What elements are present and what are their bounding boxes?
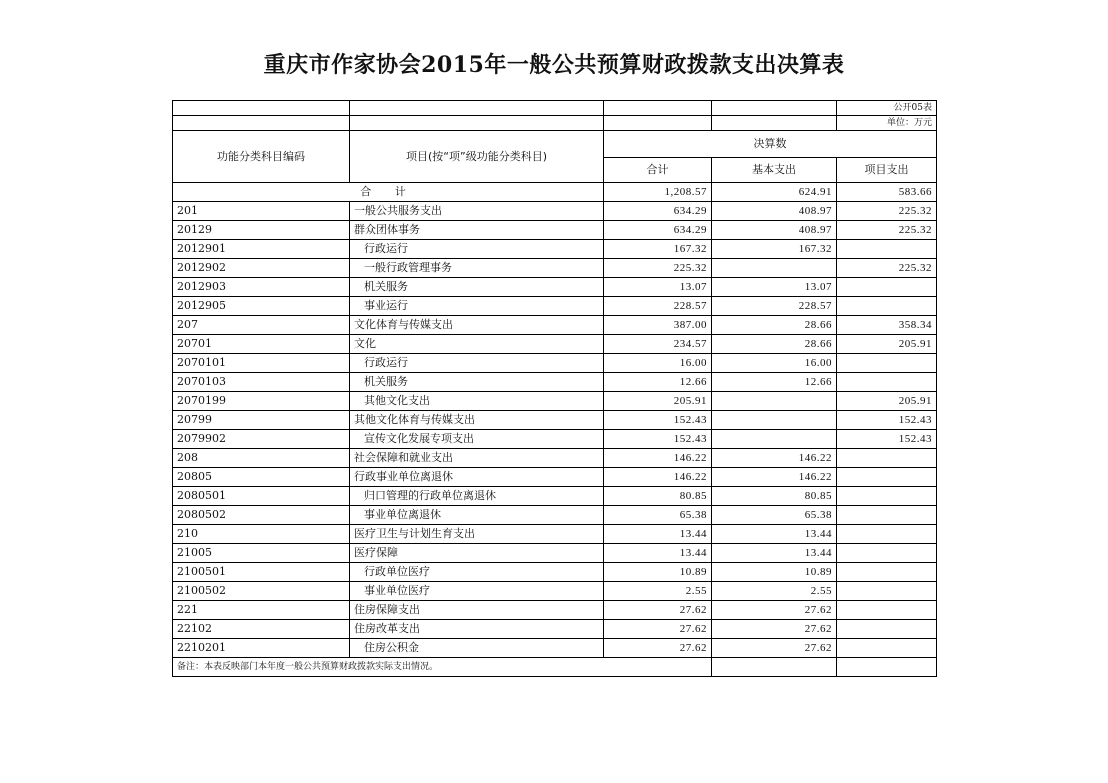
- table-row: [173, 620, 937, 639]
- row-total: 27.62: [604, 620, 712, 639]
- total-row: [173, 183, 937, 202]
- table-row: [173, 582, 937, 601]
- row-basic: 13.07: [712, 278, 837, 297]
- total-label: 合 计: [173, 183, 604, 202]
- row-name: 其他文化支出: [350, 392, 604, 411]
- row-basic: 167.32: [712, 240, 837, 259]
- row-code: 20799: [173, 411, 350, 430]
- table-row: [173, 297, 937, 316]
- table-row: [173, 202, 937, 221]
- row-code: 2100502: [173, 582, 350, 601]
- row-code: 2080502: [173, 506, 350, 525]
- row-name: 宣传文化发展专项支出: [350, 430, 604, 449]
- table-row: [173, 601, 937, 620]
- row-basic: 28.66: [712, 316, 837, 335]
- row-basic: 10.89: [712, 563, 837, 582]
- row-total: 234.57: [604, 335, 712, 354]
- row-basic: 27.62: [712, 639, 837, 658]
- row-code: 2070199: [173, 392, 350, 411]
- table-row: [173, 525, 937, 544]
- row-code: 2012902: [173, 259, 350, 278]
- total-basic: 624.91: [712, 183, 837, 202]
- row-total: 146.22: [604, 468, 712, 487]
- row-code: 2070101: [173, 354, 350, 373]
- row-project: [837, 278, 937, 297]
- row-project: [837, 487, 937, 506]
- row-total: 228.57: [604, 297, 712, 316]
- row-code: 21005: [173, 544, 350, 563]
- row-code: 2012901: [173, 240, 350, 259]
- row-basic: [712, 430, 837, 449]
- row-project: [837, 639, 937, 658]
- table-row: [173, 335, 937, 354]
- row-name: 事业运行: [350, 297, 604, 316]
- row-name: 住房公积金: [350, 639, 604, 658]
- table-row: [173, 430, 937, 449]
- row-total: 27.62: [604, 601, 712, 620]
- row-name: 群众团体事务: [350, 221, 604, 240]
- table-row: [173, 506, 937, 525]
- row-basic: 13.44: [712, 525, 837, 544]
- row-project: [837, 563, 937, 582]
- row-code: 201: [173, 202, 350, 221]
- row-code: 2079902: [173, 430, 350, 449]
- row-project: [837, 354, 937, 373]
- row-total: 12.66: [604, 373, 712, 392]
- row-code: 2100501: [173, 563, 350, 582]
- expenditure-table: [172, 100, 937, 677]
- row-code: 20805: [173, 468, 350, 487]
- table-number: 公开05表: [837, 101, 937, 116]
- table-row: [173, 373, 937, 392]
- table-row: [173, 221, 937, 240]
- table-no-row: [173, 101, 937, 116]
- row-total: 13.07: [604, 278, 712, 297]
- row-total: 13.44: [604, 544, 712, 563]
- table-row: [173, 354, 937, 373]
- row-name: 行政单位医疗: [350, 563, 604, 582]
- header-item: 项目(按“项”级功能分类科目): [350, 131, 604, 183]
- row-name: 归口管理的行政单位离退休: [350, 487, 604, 506]
- row-project: [837, 582, 937, 601]
- row-code: 2012903: [173, 278, 350, 297]
- row-basic: 2.55: [712, 582, 837, 601]
- row-project: 152.43: [837, 411, 937, 430]
- row-basic: [712, 411, 837, 430]
- row-project: 225.32: [837, 221, 937, 240]
- row-total: 146.22: [604, 449, 712, 468]
- table-row: [173, 544, 937, 563]
- table-row: [173, 411, 937, 430]
- row-basic: 27.62: [712, 620, 837, 639]
- unit-row: [173, 116, 937, 131]
- row-name: 医疗卫生与计划生育支出: [350, 525, 604, 544]
- total-sum: 1,208.57: [604, 183, 712, 202]
- row-code: 2012905: [173, 297, 350, 316]
- total-project: 583.66: [837, 183, 937, 202]
- row-name: 文化: [350, 335, 604, 354]
- row-basic: 13.44: [712, 544, 837, 563]
- table-row: [173, 487, 937, 506]
- row-name: 行政运行: [350, 354, 604, 373]
- page-title: 重庆市作家协会2015年一般公共预算财政拨款支出决算表: [263, 52, 845, 78]
- row-project: [837, 620, 937, 639]
- row-project: [837, 449, 937, 468]
- row-basic: 146.22: [712, 449, 837, 468]
- table-row: [173, 240, 937, 259]
- row-basic: 228.57: [712, 297, 837, 316]
- row-project: 205.91: [837, 392, 937, 411]
- row-total: 2.55: [604, 582, 712, 601]
- row-name: 一般行政管理事务: [350, 259, 604, 278]
- row-name: 机关服务: [350, 278, 604, 297]
- header-project: 项目支出: [837, 158, 937, 183]
- row-project: 358.34: [837, 316, 937, 335]
- row-name: 行政事业单位离退休: [350, 468, 604, 487]
- row-project: 225.32: [837, 259, 937, 278]
- unit-label: 单位：万元: [837, 116, 937, 131]
- table-row: [173, 639, 937, 658]
- row-total: 16.00: [604, 354, 712, 373]
- row-name: 社会保障和就业支出: [350, 449, 604, 468]
- table-row: [173, 563, 937, 582]
- header-basic: 基本支出: [712, 158, 837, 183]
- row-total: 167.32: [604, 240, 712, 259]
- row-total: 10.89: [604, 563, 712, 582]
- row-basic: 16.00: [712, 354, 837, 373]
- table-row: [173, 468, 937, 487]
- row-code: 22102: [173, 620, 350, 639]
- row-name: 其他文化体育与传媒支出: [350, 411, 604, 430]
- row-basic: 28.66: [712, 335, 837, 354]
- row-project: [837, 373, 937, 392]
- row-basic: [712, 259, 837, 278]
- row-code: 221: [173, 601, 350, 620]
- row-name: 文化体育与传媒支出: [350, 316, 604, 335]
- row-name: 住房改革支出: [350, 620, 604, 639]
- row-name: 行政运行: [350, 240, 604, 259]
- row-total: 205.91: [604, 392, 712, 411]
- row-code: 2210201: [173, 639, 350, 658]
- row-project: [837, 468, 937, 487]
- row-project: 205.91: [837, 335, 937, 354]
- row-code: 207: [173, 316, 350, 335]
- row-total: 634.29: [604, 221, 712, 240]
- row-code: 2080501: [173, 487, 350, 506]
- row-total: 225.32: [604, 259, 712, 278]
- row-name: 住房保障支出: [350, 601, 604, 620]
- row-code: 2070103: [173, 373, 350, 392]
- note-row: [173, 658, 937, 677]
- row-total: 27.62: [604, 639, 712, 658]
- row-code: 20701: [173, 335, 350, 354]
- row-basic: 27.62: [712, 601, 837, 620]
- row-name: 事业单位离退休: [350, 506, 604, 525]
- note-text: 备注：本表反映部门本年度一般公共预算财政拨款实际支出情况。: [173, 658, 712, 677]
- row-name: 医疗保障: [350, 544, 604, 563]
- table-row: [173, 316, 937, 335]
- row-total: 13.44: [604, 525, 712, 544]
- header-total: 合计: [604, 158, 712, 183]
- row-project: [837, 601, 937, 620]
- row-total: 65.38: [604, 506, 712, 525]
- header-row-1: [173, 131, 937, 158]
- row-total: 80.85: [604, 487, 712, 506]
- row-basic: 80.85: [712, 487, 837, 506]
- row-total: 634.29: [604, 202, 712, 221]
- row-total: 152.43: [604, 411, 712, 430]
- row-basic: 146.22: [712, 468, 837, 487]
- table-row: [173, 449, 937, 468]
- row-name: 一般公共服务支出: [350, 202, 604, 221]
- row-project: 152.43: [837, 430, 937, 449]
- row-basic: [712, 392, 837, 411]
- row-project: 225.32: [837, 202, 937, 221]
- row-code: 210: [173, 525, 350, 544]
- row-basic: 408.97: [712, 202, 837, 221]
- table-row: [173, 392, 937, 411]
- row-code: 20129: [173, 221, 350, 240]
- table-row: [173, 259, 937, 278]
- table-row: [173, 278, 937, 297]
- row-total: 387.00: [604, 316, 712, 335]
- header-final: 决算数: [604, 131, 937, 158]
- row-project: [837, 297, 937, 316]
- row-name: 事业单位医疗: [350, 582, 604, 601]
- header-code: 功能分类科目编码: [173, 131, 350, 183]
- row-basic: 408.97: [712, 221, 837, 240]
- row-project: [837, 525, 937, 544]
- row-project: [837, 506, 937, 525]
- row-name: 机关服务: [350, 373, 604, 392]
- row-project: [837, 544, 937, 563]
- row-basic: 65.38: [712, 506, 837, 525]
- row-basic: 12.66: [712, 373, 837, 392]
- row-code: 208: [173, 449, 350, 468]
- row-total: 152.43: [604, 430, 712, 449]
- row-project: [837, 240, 937, 259]
